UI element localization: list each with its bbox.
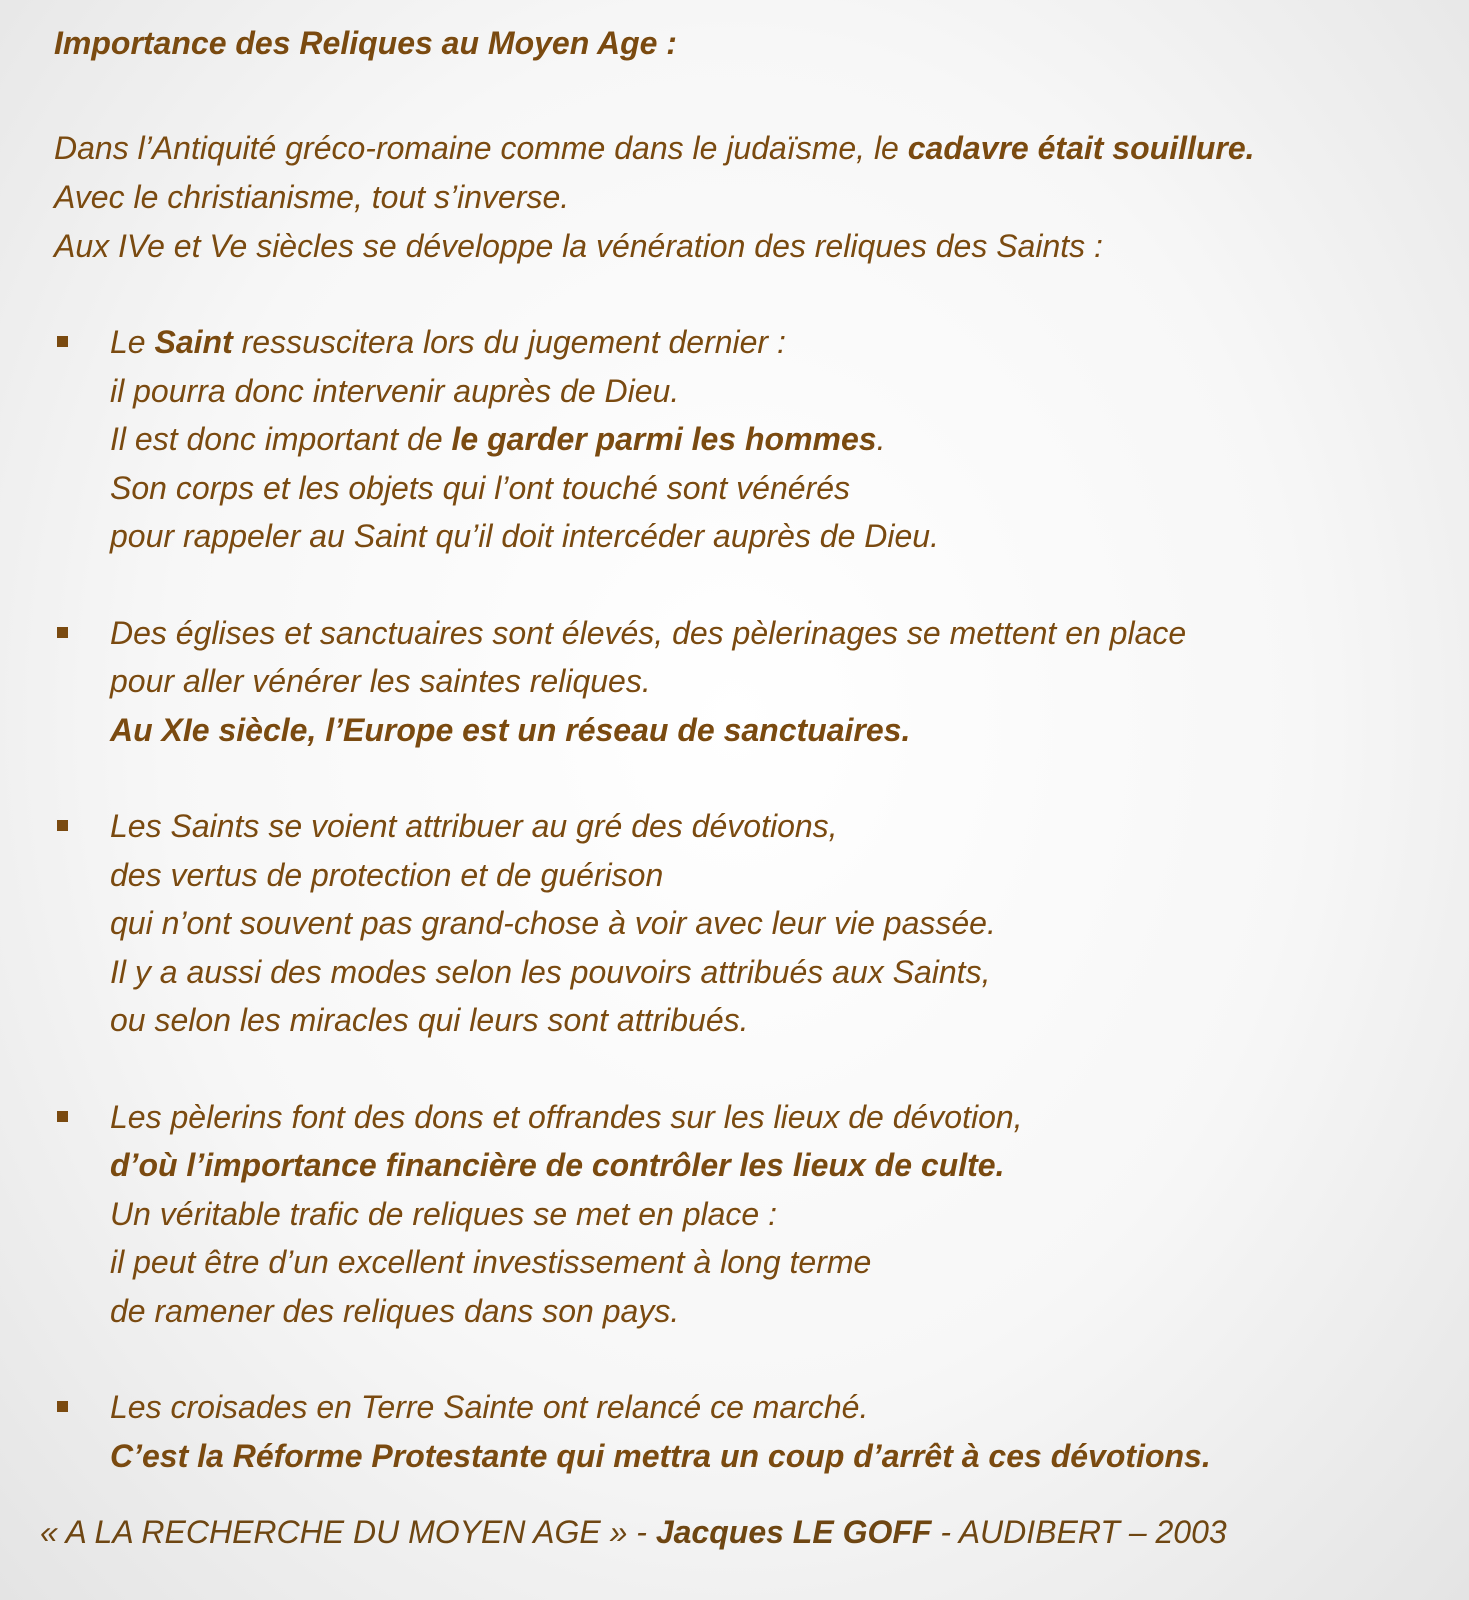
intro-paragraph xyxy=(54,124,1255,271)
citation-book: « A LA RECHERCHE DU MOYEN AGE » - xyxy=(40,1514,656,1550)
bullet-line: Son corps et les objets qui l’ont touché sont vénérés xyxy=(110,469,850,506)
citation-publisher: - AUDIBERT – 2003 xyxy=(931,1514,1227,1550)
bullet-item-sanctuaires xyxy=(54,609,1444,755)
bullet-line: Les Saints se voient attribuer au gré des dévotions, xyxy=(110,808,838,844)
bullet-line: il pourra donc intervenir auprès de Dieu. xyxy=(110,372,680,409)
intro-line-3: Aux IVe et Ve siècles se développe la vénération des reliques des Saints : xyxy=(54,228,1103,264)
bullet-item-pelerins xyxy=(54,1093,1444,1336)
bullet-emphasis: le garder parmi les hommes xyxy=(451,421,877,457)
intro-line-1-text: Dans l’Antiquité gréco-romaine comme dans le judaïsme, le xyxy=(54,130,908,166)
bullet-line: des vertus de protection et de guérison xyxy=(110,856,664,893)
bullet-line: Il y a aussi des modes selon les pouvoirs attribués aux Saints, xyxy=(110,953,991,990)
bullet-emphasis: Saint xyxy=(154,324,233,360)
bullet-line: de ramener des reliques dans son pays. xyxy=(110,1292,680,1329)
square-bullet-icon xyxy=(57,627,68,638)
document-title: Importance des Reliques au Moyen Age : xyxy=(54,25,677,61)
bullet-line xyxy=(110,1432,1444,1481)
bullet-emphasis: d’où l’importance financière de contrôler les lieux de culte. xyxy=(110,1147,1005,1183)
bullet-item-saint xyxy=(54,318,1444,561)
square-bullet-icon xyxy=(57,336,68,347)
bullet-line xyxy=(110,415,1444,464)
citation-author: Jacques LE GOFF xyxy=(655,1514,932,1550)
bullet-list xyxy=(54,318,1444,1528)
intro-line-2: Avec le christianisme, tout s’inverse. xyxy=(54,179,570,215)
source-citation xyxy=(40,1514,1227,1551)
square-bullet-icon xyxy=(57,1401,68,1412)
bullet-text: . xyxy=(876,421,886,457)
bullet-line: Les pèlerins font des dons et offrandes sur les lieux de dévotion, xyxy=(110,1098,1023,1135)
bullet-line: ou selon les miracles qui leurs sont attribués. xyxy=(110,1002,749,1038)
bullet-line xyxy=(110,318,1444,367)
bullet-line: Des églises et sanctuaires sont élevés, des pèlerinages se mettent en place xyxy=(110,614,1187,651)
bullet-text: ressuscitera lors du jugement dernier : xyxy=(232,324,786,360)
bullet-line: il peut être d’un excellent investissement à long terme xyxy=(110,1244,872,1280)
bullet-line: Les croisades en Terre Sainte ont relancé ce marché. xyxy=(110,1389,869,1425)
square-bullet-icon xyxy=(57,1111,68,1122)
intro-line-1-emphasis: cadavre était souillure. xyxy=(907,130,1255,166)
bullet-line: qui n’ont souvent pas grand-chose à voir avec leur vie passée. xyxy=(110,905,996,941)
bullet-emphasis: C’est la Réforme Protestante qui mettra un coup d’arrêt à ces dévotions. xyxy=(110,1437,1211,1474)
bullet-line: pour rappeler au Saint qu’il doit intercéder auprès de Dieu. xyxy=(110,518,939,554)
bullet-emphasis: Au XIe siècle, l’Europe est un réseau de sanctuaires. xyxy=(110,711,911,748)
bullet-text: Le xyxy=(110,324,155,360)
bullet-line: pour aller vénérer les saintes reliques. xyxy=(110,663,651,699)
intro-line-1 xyxy=(54,124,1255,173)
bullet-item-devotions xyxy=(54,802,1444,1045)
bullet-line xyxy=(110,1141,1444,1190)
square-bullet-icon xyxy=(57,820,68,831)
bullet-text: Il est donc important de xyxy=(110,421,452,457)
bullet-line: Un véritable trafic de reliques se met en place : xyxy=(110,1195,777,1232)
bullet-item-croisades xyxy=(54,1383,1444,1480)
bullet-line xyxy=(110,706,1444,755)
